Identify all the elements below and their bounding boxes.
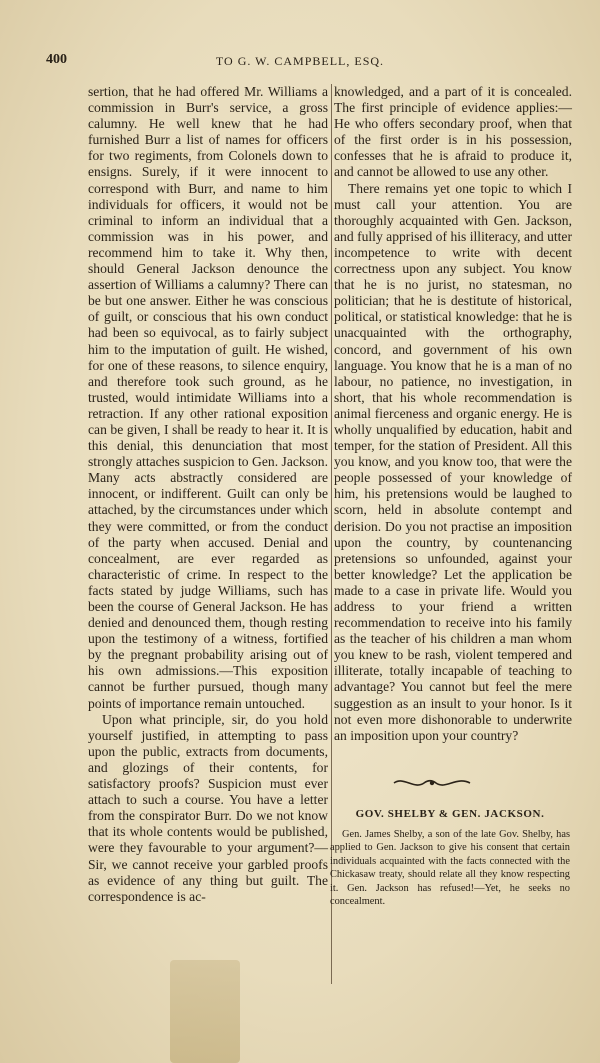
page-number: 400	[46, 52, 67, 67]
article-title: GOV. SHELBY & GEN. JACKSON.	[355, 808, 545, 820]
right-paragraph-2: There remains yet one topic to which I must call your attention. You are thoroughly acquainted with Gen. Jackson, and fully apprised of his illiteracy, and utter incompetence to write with decent correctness upon any subject. You know that he is no jurist, no statesman, no politician; that he is destitute of historical, political, or statistical knowledge: that he is unacquainted with the orthography, concord, and government of his own language. You know that he is a man of no labour, no patience, no investigation, in short, that his whole recommendation is animal fierceness and organic energy. He is wholly unqualified by education, habit and temper, for the station of President. All this you know, and you know too, that were the people possessed of your knowledge of him, his pretensions would be laughed to scorn, held in absolute contempt and derision. Do you not practise an imposition upon the country, by countenancing pretensions so unfounded, against your better knowledge? Let the application be made to a case in private life. Would you address to your friend a written recommendation to receive into his family as the teacher of his children a man whom you knew to be rash, violent tempered and illiterate, totally incapable of teaching to advantage? You cannot but feel the mere suggestion as an insult to your honor. Is it not even more dishonorable to underwrite an imposition upon your country?	[334, 180, 572, 743]
left-column	[88, 84, 328, 905]
page-header	[40, 52, 560, 74]
article-body: Gen. James Shelby, a son of the late Gov. Shelby, has applied to Gen. Jackson to give his consent that certain individuals acquainted with the facts connected with the Chickasaw treaty, should relate all they know respecting it. Gen. Jackson has refused!—Yet, he seeks no concealment.	[330, 829, 570, 908]
left-paragraph-2: Upon what principle, sir, do you hold yourself justified, in attempting to pass upon the public, extracts from documents, and glozings of their contents, for satisfactory proofs? Suspicion must ever attach to such a course. You have a letter from the conspirator Burr. Do we not know that its whole contents would be published, were they favourable to your argument?—Sir, we cannot receive your garbled proofs as evidence of any thing but guilt. The correspondence is ac-	[88, 711, 328, 904]
running-head: TO G. W. CAMPBELL, ESQ.	[215, 54, 385, 68]
right-column	[334, 84, 572, 744]
left-paragraph-1: sertion, that he had offered Mr. Williams a commission in Burr's service, a gross calumny. He well knew that he had furnished Burr a list of names for officers for two regiments, from Colonels down to ensigns. Surely, if it were innocent to correspond with Burr, and name to him individuals for officers, it would not be criminal to inform an individual that a commission was in his power, and recommend him to take it. Why then, should General Jackson denounce the assertion of Williams a calumny? There can be but one answer. Either he was conscious of guilt, or conscious that his own conduct had been so equivocal, as to fairly subject him to the imputation of guilt. He wished, for one of these reasons, to silence enquiry, and therefore took such ground, as he trusted, would intimidate Williams into a retraction. If any other rational exposition can be given, I shall be ready to hear it. It is this denial, this denunciation that most strongly attaches suspicion to Gen. Jackson. Many acts abstractly considered are innocent, or indifferent. Guilt can only be attached, by the circumstances under which they were committed, or from the conduct of the party when accused. Denial and concealment, are ever regarded as characteristic of crime. In respect to the facts stated by judge Williams, such has been the course of General Jackson. He has denied and denounced them, though resting upon the testimony of a witness, fortified by the pregnant probability arising out of his own admissions.—This exposition cannot be further pursued, though many points of importance remain untouched.	[88, 84, 328, 711]
shelby-article	[330, 808, 570, 908]
right-paragraph-1: knowledged, and a part of it is concealed. The first principle of evidence applies:—He who offers secondary proof, when that of the first order is in his possession, confesses that he is afraid to produce it, and cannot be allowed to use any other.	[334, 84, 572, 180]
paper-stain	[170, 960, 240, 1063]
decorative-flourish-icon	[392, 774, 472, 792]
